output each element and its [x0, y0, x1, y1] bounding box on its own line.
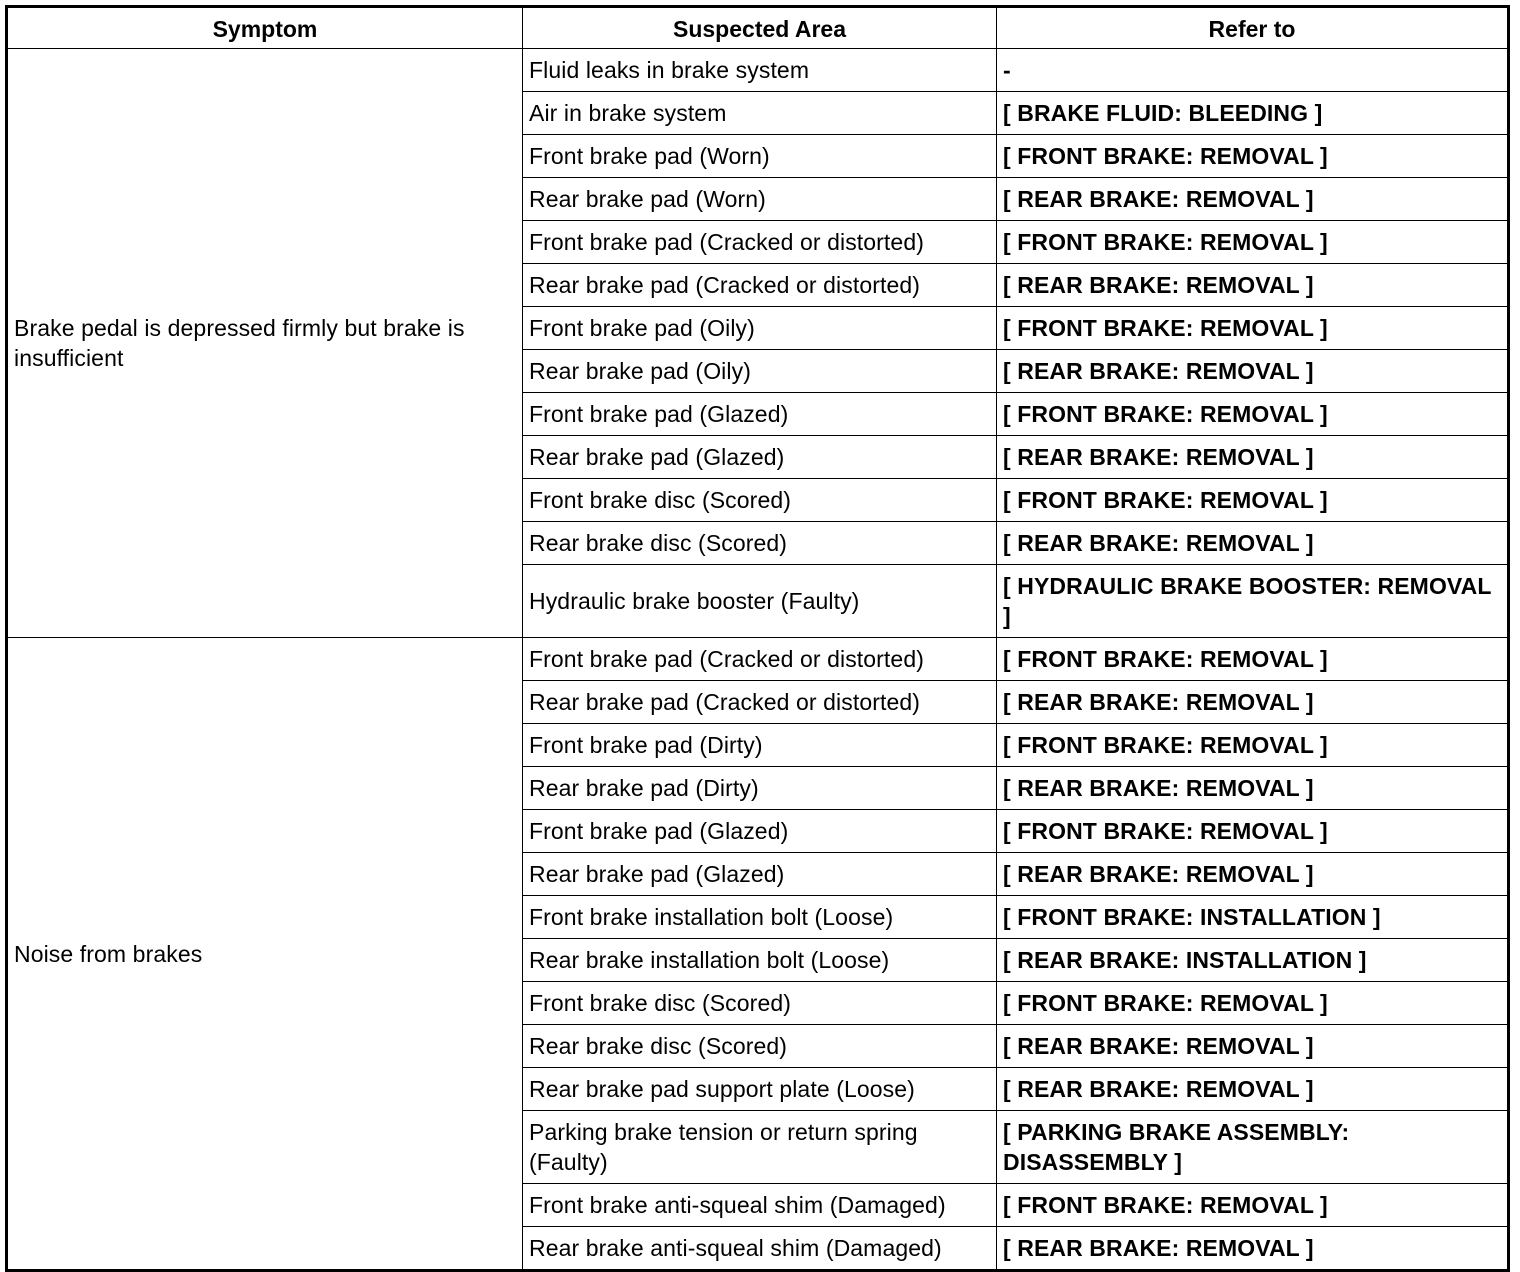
table-header [7, 7, 1509, 49]
refer-to-cell: - [997, 49, 1509, 92]
suspected-area-cell: Rear brake pad (Cracked or distorted) [523, 264, 997, 307]
suspected-area-cell: Front brake anti-squeal shim (Damaged) [523, 1184, 997, 1227]
suspected-area-cell: Front brake pad (Glazed) [523, 810, 997, 853]
symptom-cell: Brake pedal is depressed firmly but brake is insufficient [7, 49, 523, 638]
suspected-area-cell: Rear brake pad (Glazed) [523, 853, 997, 896]
refer-to-cell: [ FRONT BRAKE: REMOVAL ] [997, 393, 1509, 436]
suspected-area-cell: Air in brake system [523, 92, 997, 135]
header-refer-to: Refer to [997, 7, 1509, 49]
refer-to-cell: [ FRONT BRAKE: REMOVAL ] [997, 135, 1509, 178]
suspected-area-cell: Front brake pad (Dirty) [523, 724, 997, 767]
refer-to-cell: [ FRONT BRAKE: INSTALLATION ] [997, 896, 1509, 939]
refer-to-cell: [ FRONT BRAKE: REMOVAL ] [997, 724, 1509, 767]
suspected-area-cell: Rear brake pad (Glazed) [523, 436, 997, 479]
refer-to-cell: [ BRAKE FLUID: BLEEDING ] [997, 92, 1509, 135]
suspected-area-cell: Front brake disc (Scored) [523, 982, 997, 1025]
suspected-area-cell: Rear brake pad (Worn) [523, 178, 997, 221]
refer-to-cell: [ REAR BRAKE: REMOVAL ] [997, 853, 1509, 896]
suspected-area-cell: Front brake installation bolt (Loose) [523, 896, 997, 939]
table-row [7, 49, 1509, 92]
refer-to-cell: [ FRONT BRAKE: REMOVAL ] [997, 307, 1509, 350]
suspected-area-cell: Front brake pad (Glazed) [523, 393, 997, 436]
suspected-area-cell: Rear brake anti-squeal shim (Damaged) [523, 1227, 997, 1271]
suspected-area-cell: Rear brake pad (Oily) [523, 350, 997, 393]
suspected-area-cell: Parking brake tension or return spring (Faulty) [523, 1111, 997, 1184]
refer-to-cell: [ REAR BRAKE: INSTALLATION ] [997, 939, 1509, 982]
refer-to-cell: [ REAR BRAKE: REMOVAL ] [997, 1068, 1509, 1111]
suspected-area-cell: Rear brake pad (Cracked or distorted) [523, 681, 997, 724]
suspected-area-cell: Front brake pad (Cracked or distorted) [523, 221, 997, 264]
refer-to-cell: [ HYDRAULIC BRAKE BOOSTER: REMOVAL ] [997, 565, 1509, 638]
refer-to-cell: [ REAR BRAKE: REMOVAL ] [997, 522, 1509, 565]
suspected-area-cell: Rear brake pad support plate (Loose) [523, 1068, 997, 1111]
refer-to-cell: [ FRONT BRAKE: REMOVAL ] [997, 221, 1509, 264]
refer-to-cell: [ REAR BRAKE: REMOVAL ] [997, 178, 1509, 221]
symptom-cell: Noise from brakes [7, 638, 523, 1271]
suspected-area-cell: Rear brake disc (Scored) [523, 522, 997, 565]
refer-to-cell: [ REAR BRAKE: REMOVAL ] [997, 264, 1509, 307]
document-page [5, 5, 1510, 1272]
refer-to-cell: [ REAR BRAKE: REMOVAL ] [997, 436, 1509, 479]
suspected-area-cell: Front brake pad (Cracked or distorted) [523, 638, 997, 681]
header-row [7, 7, 1509, 49]
refer-to-cell: [ FRONT BRAKE: REMOVAL ] [997, 982, 1509, 1025]
suspected-area-cell: Front brake pad (Worn) [523, 135, 997, 178]
suspected-area-cell: Rear brake pad (Dirty) [523, 767, 997, 810]
refer-to-cell: [ PARKING BRAKE ASSEMBLY: DISASSEMBLY ] [997, 1111, 1509, 1184]
header-suspected-area: Suspected Area [523, 7, 997, 49]
refer-to-cell: [ REAR BRAKE: REMOVAL ] [997, 1227, 1509, 1271]
refer-to-cell: [ REAR BRAKE: REMOVAL ] [997, 350, 1509, 393]
suspected-area-cell: Front brake pad (Oily) [523, 307, 997, 350]
suspected-area-cell: Front brake disc (Scored) [523, 479, 997, 522]
header-symptom: Symptom [7, 7, 523, 49]
refer-to-cell: [ FRONT BRAKE: REMOVAL ] [997, 810, 1509, 853]
refer-to-cell: [ FRONT BRAKE: REMOVAL ] [997, 479, 1509, 522]
suspected-area-cell: Rear brake installation bolt (Loose) [523, 939, 997, 982]
table-body [7, 49, 1509, 1271]
refer-to-cell: [ REAR BRAKE: REMOVAL ] [997, 681, 1509, 724]
table-row [7, 638, 1509, 681]
refer-to-cell: [ REAR BRAKE: REMOVAL ] [997, 1025, 1509, 1068]
refer-to-cell: [ FRONT BRAKE: REMOVAL ] [997, 638, 1509, 681]
troubleshooting-table [5, 5, 1510, 1272]
suspected-area-cell: Hydraulic brake booster (Faulty) [523, 565, 997, 638]
refer-to-cell: [ FRONT BRAKE: REMOVAL ] [997, 1184, 1509, 1227]
suspected-area-cell: Fluid leaks in brake system [523, 49, 997, 92]
refer-to-cell: [ REAR BRAKE: REMOVAL ] [997, 767, 1509, 810]
suspected-area-cell: Rear brake disc (Scored) [523, 1025, 997, 1068]
